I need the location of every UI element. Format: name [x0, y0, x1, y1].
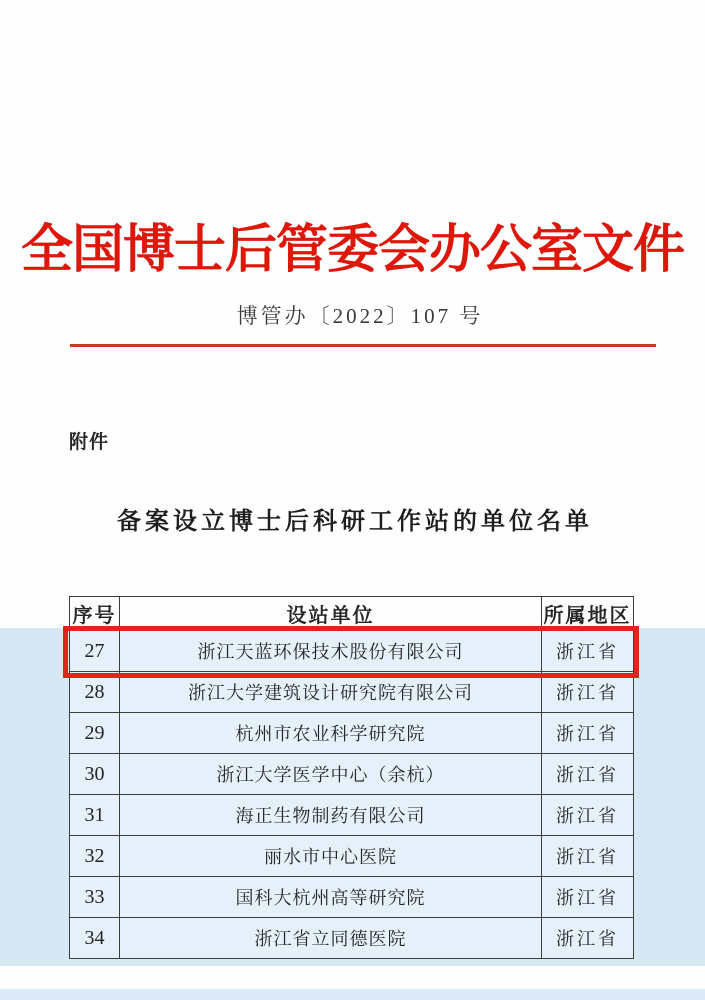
table-row: [70, 877, 634, 918]
cell-unit: 浙江大学医学中心（余杭）: [120, 754, 542, 795]
cell-region: 浙江省: [542, 795, 634, 836]
cell-no: 28: [70, 672, 120, 713]
table-row: [70, 836, 634, 877]
cell-unit: 杭州市农业科学研究院: [120, 713, 542, 754]
cell-region: 浙江省: [542, 836, 634, 877]
cell-region: 浙江省: [542, 672, 634, 713]
cell-unit: 浙江天蓝环保技术股份有限公司: [120, 631, 542, 672]
row-27-red-highlight-box: [63, 626, 639, 678]
header-region: 所属地区: [542, 597, 634, 631]
cell-no: 31: [70, 795, 120, 836]
cell-unit: 国科大杭州高等研究院: [120, 877, 542, 918]
cell-unit: 浙江省立同德医院: [120, 918, 542, 959]
cell-no: 34: [70, 918, 120, 959]
cell-no: 29: [70, 713, 120, 754]
attachment-label: 附件: [69, 432, 110, 453]
table-row: [70, 918, 634, 959]
table-row: [70, 795, 634, 836]
document-title: 全国博士后管委会办公室文件: [20, 221, 684, 279]
table-title: 备案设立博士后科研工作站的单位名单: [117, 509, 593, 535]
cell-unit: 丽水市中心医院: [120, 836, 542, 877]
cell-no: 27: [70, 631, 120, 672]
cell-region: 浙江省: [542, 754, 634, 795]
table-row: [70, 754, 634, 795]
cell-region: 浙江省: [542, 713, 634, 754]
header-unit: 设站单位: [120, 597, 542, 631]
cell-region: 浙江省: [542, 918, 634, 959]
document-number: 博管办〔2022〕107 号: [236, 304, 484, 328]
cell-region: 浙江省: [542, 877, 634, 918]
scan-bottom-blue-strip: [0, 989, 705, 1000]
table-row: [70, 713, 634, 754]
cell-unit: 海正生物制药有限公司: [120, 795, 542, 836]
cell-region: 浙江省: [542, 631, 634, 672]
cell-no: 30: [70, 754, 120, 795]
red-divider-rule: [70, 344, 656, 347]
cell-no: 33: [70, 877, 120, 918]
header-no: 序号: [70, 597, 120, 631]
cell-no: 32: [70, 836, 120, 877]
cell-unit: 浙江大学建筑设计研究院有限公司: [120, 672, 542, 713]
